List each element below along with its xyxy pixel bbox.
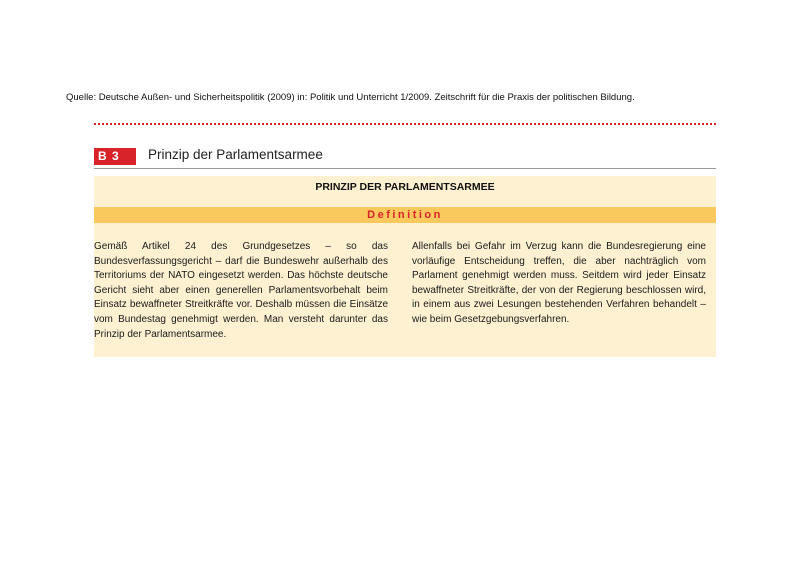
box-title: PRINZIP DER PARLAMENTSARMEE	[315, 181, 495, 193]
source-citation: Quelle: Deutsche Außen- und Sicherheitspolitik (2009) in: Politik und Unterricht 1/2009. Zeitschrift für die Praxis der politischen Bildung.	[66, 92, 635, 103]
section-title: Prinzip der Parlamentsarmee	[148, 147, 323, 162]
dotted-divider	[94, 123, 716, 125]
definition-label: Definition	[94, 207, 716, 223]
definition-box	[94, 176, 716, 357]
section-badge: B 3	[94, 148, 136, 165]
header-underline	[94, 168, 716, 169]
definition-text-right: Allenfalls bei Gefahr im Verzug kann die Bundesregierung eine vorläufige Entscheidung treffen, die aber nachträglich vom Parlament genehmigt werden muss. Seitdem wird jeder Einsatz bewaffneter Streitkräfte, der von der Regierung beschlossen wird, in einem aus zwei Lesungen bestehenden Verfahren behandelt – wie beim Gesetzgebungsverfahren.	[412, 241, 706, 325]
section-header	[94, 148, 716, 168]
definition-text-left: Gemäß Artikel 24 des Grundgesetzes – so das Bundesverfassungsgericht – darf die Bundeswehr außerhalb des Territoriums der NATO eingesetzt werden. Das höchste deutsche Gericht sieht aber einen generellen Parlamentsvorbehalt beim Einsatz bewaffneter Streitkräfte vor. Deshalb müssen die Einsätze vom Bundestag genehmigt werden. Man versteht darunter das Prinzip der Parlamentsarmee.	[94, 241, 388, 340]
